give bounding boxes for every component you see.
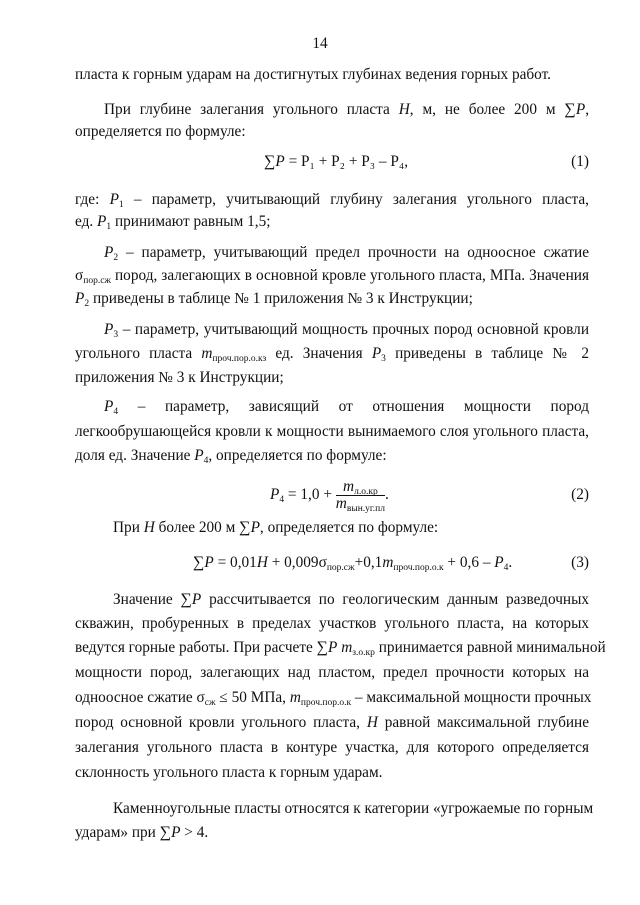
- text-line: легкообрушающейся кровли к мощности вынимаемого слоя угольного пласта,: [75, 423, 589, 440]
- text-line: При H более 200 м ∑P, определяется по формуле:: [113, 519, 439, 536]
- formula-2-number: (2): [571, 486, 589, 503]
- formula-1: ∑P = P₁ + P₂ + P₃ – P₄,: [264, 153, 409, 170]
- text-line: Значение ∑P рассчитывается по геологическим данным разведочных: [113, 591, 590, 608]
- text-line: пласта к горным ударам на достигнутых глубинах ведения горных работ.: [75, 66, 551, 83]
- text-line: пород основной кровли угольного пласта, H равной максимальной глубине: [75, 714, 590, 731]
- text-line: $\sigma_{пор.сж}$ пород, залегающих в основной кровле угольного пласта, МПа. Значения: [75, 267, 590, 286]
- text-line: угольного пласта $m_{проч.пор.о.кз}$ ед. Значения $P_3$ приведены в таблице № 2: [75, 345, 590, 364]
- formula-3: $\sum P = 0,01H + 0,009\sigma_{пор.сж}+0,1m_{проч.пор.о.к} + 0,6 - P_4$.: [193, 554, 513, 573]
- text-line: Каменноугольные пласты относятся к категории «угрожаемые по горным: [113, 800, 594, 817]
- text-line: $P_2$ – параметр, учитывающий предел прочности на одноосное сжатие: [104, 244, 589, 263]
- text-line: ведутся горные работы. При расчете ∑P $m_{з.о.кр}$ принимается равной минимальной: [75, 639, 606, 658]
- formula-2: $P_4 = 1,0$ + $\frac{m_{л.о.кр}}{m_{вын.уг.пл}}$ .: [270, 477, 389, 514]
- text-line: ед. $P_1$ принимают равным 1,5;: [75, 213, 271, 232]
- fraction: $\frac{m_{л.о.кр}}{m_{вын.уг.пл}}$: [335, 477, 385, 514]
- formula-3-number: (3): [571, 554, 589, 571]
- text-line: $P_4$ – параметр, зависящий от отношения мощности пород: [104, 398, 589, 417]
- text-line: скважин, пробуренных в пределах участков угольного пласта, на которых: [75, 615, 589, 632]
- text-line: склонность угольного пласта к горным ударам.: [75, 764, 383, 781]
- text-line: доля ед. Значение $P_4$, определяется по формуле:: [75, 447, 387, 466]
- text-line: $P_2$ приведены в таблице № 1 приложения № 3 к Инструкции;: [75, 290, 473, 309]
- formula-1-number: (1): [571, 153, 589, 170]
- text-line: $P_3$ – параметр, учитывающий мощность прочных пород основной кровли: [104, 321, 590, 340]
- text-line: При глубине залегания угольного пласта H, м, не более 200 м ∑P,: [104, 101, 590, 118]
- page-number: 14: [312, 35, 328, 52]
- text-line: мощности пород, залегающих над пластом, предел прочности которых на: [75, 664, 589, 681]
- text-line: одноосное сжатие $\sigma_{сж} \le 50$ МПа, $m_{проч.пор.о.к}$ – максимальной мощности прочных: [75, 689, 592, 708]
- text-line: залегания угольного пласта в контуре участка, для которого определяется: [75, 739, 589, 756]
- text-line: ударам» при ∑P > 4.: [75, 824, 209, 841]
- text-line: определяется по формуле:: [75, 123, 246, 140]
- text-line: где: $P_1$ – параметр, учитывающий глубину залегания угольного пласта,: [75, 191, 590, 210]
- text-line: приложения № 3 к Инструкции;: [75, 369, 284, 386]
